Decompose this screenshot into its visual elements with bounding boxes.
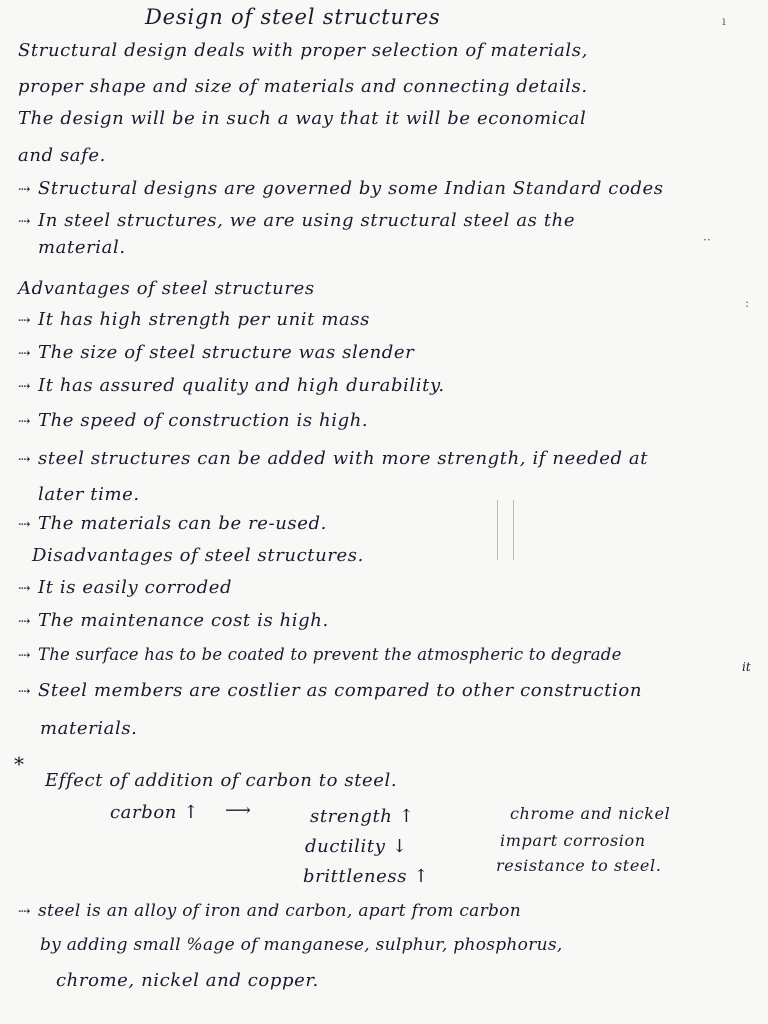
flow-arrow-icon: ⟶ <box>225 800 252 821</box>
text-line: proper shape and size of materials and connecting details. <box>18 76 588 97</box>
bullet-text: Structural designs are governed by some Indian Standard codes <box>38 178 664 199</box>
bullet-line <box>18 577 232 599</box>
carbon-label: carbon ↑ <box>110 802 199 823</box>
section-heading-carbon-effect: Effect of addition of carbon to steel. <box>45 770 398 791</box>
note-chrome-nickel: chrome and nickel <box>510 804 671 823</box>
bullet-line <box>18 309 370 331</box>
ink-dot: ·· <box>703 233 711 247</box>
bullet-text: In steel structures, we are using structural steel as the <box>38 210 576 231</box>
bullet-arrow-icon: ⇢ <box>18 682 32 700</box>
ink-dot: : <box>745 296 750 310</box>
effect-brittleness: brittleness ↑ <box>303 866 430 887</box>
bullet-arrow-icon: ⇢ <box>18 377 32 395</box>
bullet-text: The size of steel structure was slender <box>38 342 415 363</box>
bullet-line <box>18 513 327 535</box>
section-heading-advantages: Advantages of steel structures <box>18 278 315 299</box>
bullet-line <box>18 342 414 364</box>
text-line: Structural design deals with proper selection of materials, <box>18 40 588 61</box>
page-title: Design of steel structures <box>145 5 441 29</box>
bullet-arrow-icon: ⇢ <box>18 515 32 533</box>
text-line: by adding small %age of manganese, sulphur, phosphorus, <box>40 935 563 955</box>
text-line: materials. <box>40 718 138 739</box>
bullet-line <box>18 210 575 232</box>
margin-note: it <box>742 660 751 674</box>
bullet-arrow-icon: ⇢ <box>18 579 32 597</box>
bullet-arrow-icon: ⇢ <box>18 646 31 664</box>
ink-dot: ı <box>722 14 726 28</box>
bullet-line <box>18 680 642 702</box>
bullet-text: The surface has to be coated to prevent the atmospheric to degrade <box>38 645 622 664</box>
text-line: chrome, nickel and copper. <box>56 970 319 991</box>
bullet-line <box>18 610 329 632</box>
bullet-arrow-icon: ⇢ <box>18 902 31 920</box>
bullet-arrow-icon: ⇢ <box>18 612 32 630</box>
bullet-line <box>18 900 521 922</box>
bullet-text: It has high strength per unit mass <box>38 309 370 330</box>
bullet-line <box>18 410 368 432</box>
bullet-arrow-icon: ⇢ <box>18 344 32 362</box>
bullet-text: It has assured quality and high durability. <box>38 375 445 396</box>
bullet-line <box>18 448 648 470</box>
bullet-line <box>18 644 622 666</box>
text-line: and safe. <box>18 145 106 166</box>
note-corrosion: impart corrosion <box>500 831 646 850</box>
text-line: The design will be in such a way that it will be economical <box>18 108 587 129</box>
section-heading-disadvantages: Disadvantages of steel structures. <box>32 545 364 566</box>
effect-strength: strength ↑ <box>310 806 415 827</box>
bullet-text: The maintenance cost is high. <box>38 610 329 631</box>
bullet-text: steel is an alloy of iron and carbon, apart from carbon <box>38 901 521 921</box>
note-resistance: resistance to steel. <box>496 856 662 875</box>
bullet-text: The speed of construction is high. <box>38 410 369 431</box>
bullet-line <box>18 178 664 200</box>
bullet-line <box>18 375 445 397</box>
star-icon: * <box>14 752 24 776</box>
text-line: later time. <box>38 484 140 505</box>
faint-mark <box>513 500 514 560</box>
bullet-text: steel structures can be added with more strength, if needed at <box>38 448 649 469</box>
bullet-arrow-icon: ⇢ <box>18 412 32 430</box>
effect-ductility: ductility ↓ <box>305 836 408 857</box>
bullet-arrow-icon: ⇢ <box>18 180 32 198</box>
bullet-arrow-icon: ⇢ <box>18 450 32 468</box>
bullet-arrow-icon: ⇢ <box>18 212 32 230</box>
faint-mark <box>497 500 498 560</box>
bullet-text: Steel members are costlier as compared to other construction <box>38 680 643 701</box>
text-line: material. <box>38 237 126 258</box>
bullet-text: It is easily corroded <box>38 577 233 598</box>
bullet-arrow-icon: ⇢ <box>18 311 32 329</box>
bullet-text: The materials can be re-used. <box>38 513 327 534</box>
